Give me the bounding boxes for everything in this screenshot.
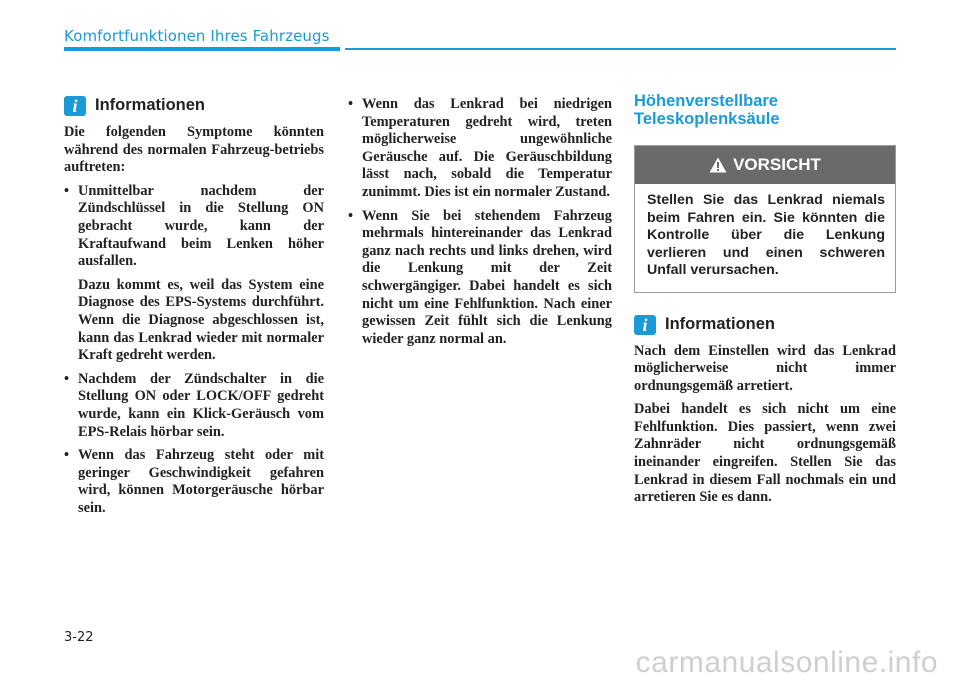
bullet-item: • Wenn das Fahrzeug steht oder mit geringer Geschwindigkeit gefahren wird, können Motorgeräusche hörbar sein.: [64, 447, 324, 517]
chapter-title: Komfortfunktionen Ihres Fahrzeugs: [64, 27, 330, 45]
caution-box: [634, 145, 896, 293]
header-rule-thin: [345, 48, 896, 50]
watermark: carmanualsonline.info: [635, 646, 938, 679]
header-rule-thick: [64, 47, 340, 51]
page-number: 3-22: [64, 630, 94, 645]
caution-title: VORSICHT: [733, 155, 821, 175]
section-title: [634, 92, 896, 128]
bullet-item: • Nachdem der Zündschalter in die Stellung ON oder LOCK/OFF gedreht wurde, kann ein Klick-Geräusch vom EPS-Relais hörbar sein.: [64, 371, 324, 441]
info-title: Informationen: [95, 96, 205, 115]
section-title-line: Teleskoplenksäule: [634, 110, 780, 128]
info-icon: i: [64, 96, 86, 116]
column-right: [634, 92, 896, 513]
info-heading: [634, 315, 896, 335]
info-heading: [64, 96, 324, 116]
info-title: Informationen: [665, 314, 775, 333]
info-paragraph: Dabei handelt es sich nicht um eine Fehlfunktion. Dies passiert, wenn zwei Zahnräder nicht ordnungsgemäß ineinander eingreifen. Stellen Sie das Lenkrad in diesem Fall nochmals ein und arretieren Sie es dann.: [634, 401, 896, 506]
bullet-subparagraph: Dazu kommt es, weil das System eine Diagnose des EPS-Systems durchführt. Wenn die Diagnose abgeschlossen ist, kann das Lenkrad wieder mit normaler Kraft gedreht werden.: [78, 276, 324, 364]
column-left: [64, 96, 324, 523]
warning-triangle-icon: [709, 157, 727, 173]
caution-text: Stellen Sie das Lenkrad niemals beim Fahren ein. Sie könnten die Kontrolle über die Lenkung verlieren und einen schweren Unfall verursachen.: [647, 192, 885, 278]
section-title-line: Höhenverstellbare: [634, 92, 778, 110]
info-icon: i: [634, 315, 656, 335]
bullet-item: • Unmittelbar nachdem der Zündschlüssel in die Stellung ON gebracht wurde, kann der Kraftaufwand beim Lenken höher ausfallen.: [64, 183, 324, 271]
caution-header: [635, 146, 895, 184]
info-paragraph: Nach dem Einstellen wird das Lenkrad möglicherweise nicht immer ordnungsgemäß arretiert.: [634, 342, 896, 394]
column-middle: [348, 96, 612, 354]
info-intro: Die folgenden Symptome könnten während des normalen Fahrzeug-betriebs auftreten:: [64, 124, 324, 176]
bullet-item: • Wenn Sie bei stehendem Fahrzeug mehrmals hintereinander das Lenkrad ganz nach rechts und links drehen, wird die Lenkung mit der Zeit schwergängiger. Dabei handelt es sich nicht um eine Fehlfunktion. Nach einer gewissen Zeit fühlt sich die Lenkung wieder ganz normal an.: [348, 208, 612, 349]
bullet-item: • Wenn das Lenkrad bei niedrigen Temperaturen gedreht wird, treten möglicherweise ungewöhnliche Geräusche auf. Die Geräuschbildung lässt nach, sobald die Temperatur zunimmt. Dies ist ein normaler Zustand.: [348, 96, 612, 202]
